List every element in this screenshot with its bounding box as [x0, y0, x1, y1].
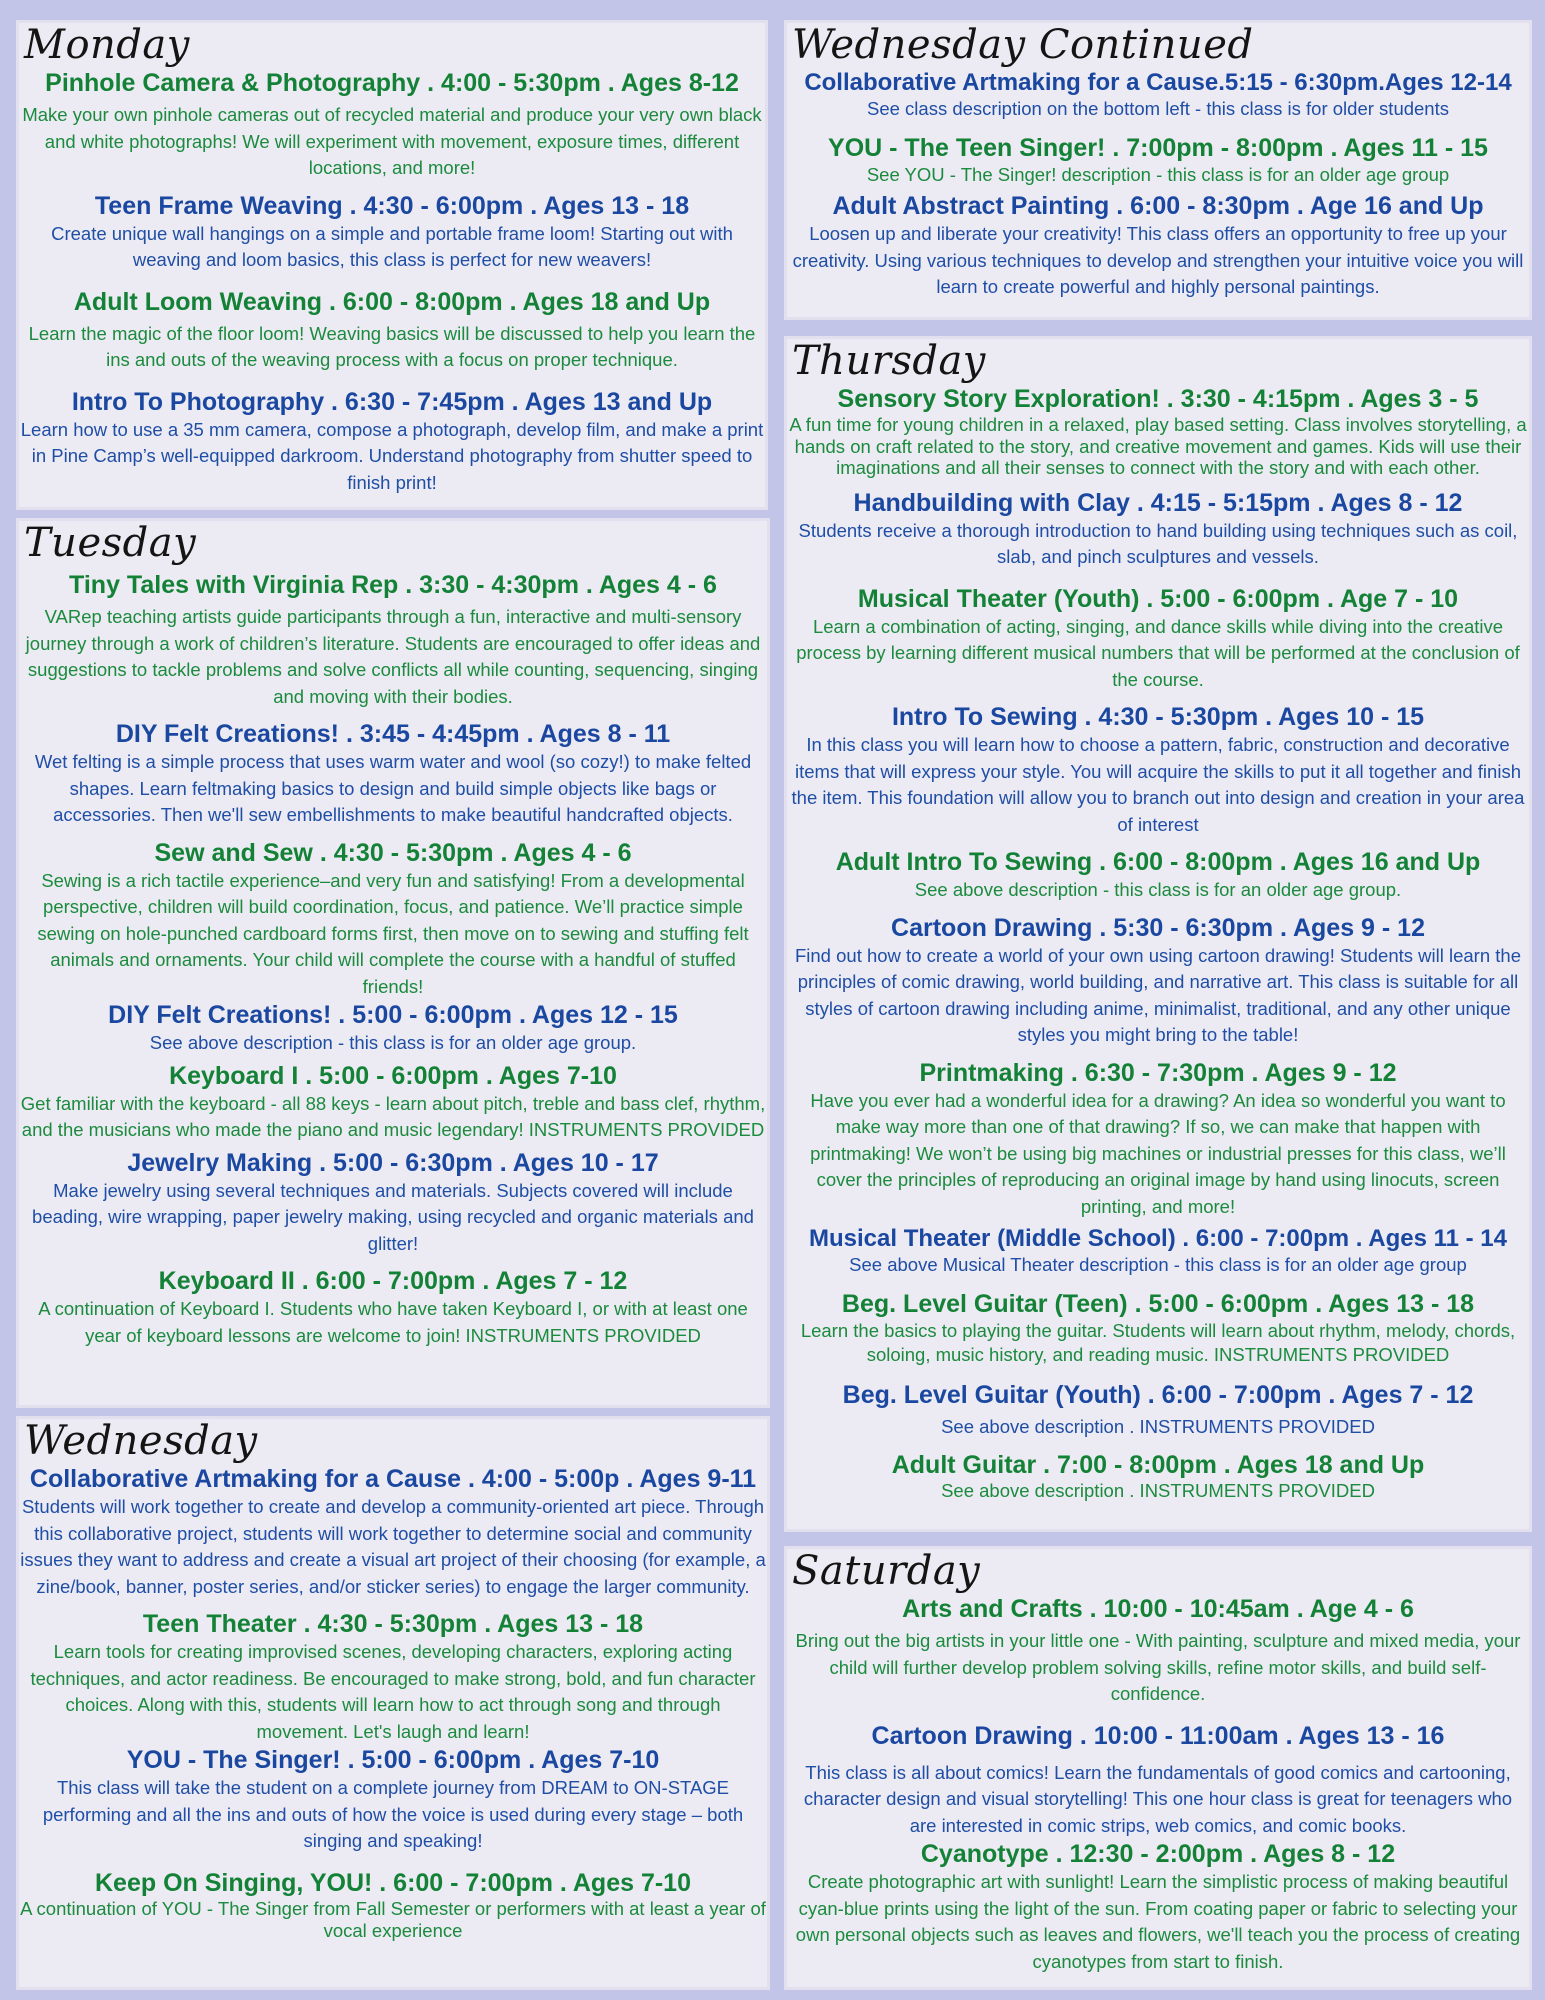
- class-title: Jewelry Making . 5:00 - 6:30pm . Ages 10 - 17: [127, 1148, 659, 1177]
- class-description: Loosen up and liberate your creativity! This class offers an opportunity to free up your creativity. Using various techniques to develop and strengthen your intuitive voice you will learn to create powerful and highly personal paintings.: [792, 223, 1524, 297]
- day-heading: Thursday: [792, 338, 986, 384]
- class-title: YOU - The Singer! . 5:00 - 6:00pm . Ages 7-10: [126, 1746, 660, 1774]
- class-description: Have you ever had a wonderful idea for a drawing? An idea so wonderful you want to make way more than one of that drawing? If so, we can make that happen with printmaking! We won’t be using big machines or industrial presses for this class, we’ll cover the principles of reproducing an original image by hand using linocuts, screen printing, and more!: [810, 1089, 1506, 1217]
- class-item: [788, 68, 1528, 120]
- class-item: [20, 1000, 766, 1057]
- class-item: [20, 719, 766, 829]
- class-item: [20, 387, 764, 497]
- class-item: [20, 68, 764, 182]
- class-title: Tiny Tales with Virginia Rep . 3:30 - 4:30pm . Ages 4 - 6: [69, 571, 717, 599]
- class-title: Keep On Singing, YOU! . 6:00 - 7:00pm . Ages 7-10: [95, 1868, 691, 1897]
- day-heading: Wednesday: [24, 1418, 258, 1464]
- class-title: Teen Theater . 4:30 - 5:30pm . Ages 13 - 18: [142, 1610, 644, 1638]
- class-item: [788, 384, 1528, 479]
- class-description: Students receive a thorough introduction to hand building using techniques such as coil, slab, and pinch sculptures and vessels.: [798, 519, 1518, 567]
- class-description: Find out how to create a world of your own using cartoon drawing! Students will learn the principles of comic drawing, world building, and narrative art. This class is suitable for all styles of cartoon drawing including anime, minimalist, traditional, and any other unique styles you might bring to the table!: [794, 944, 1521, 1045]
- class-item: [20, 1464, 766, 1600]
- class-description: A fun time for young children in a relaxed, play based setting. Class involves storytelling, a hands on craft related to the story, and creative movement and games. Kids will use their imaginations and all their senses to connect with the story and with each other.: [789, 414, 1527, 478]
- class-title: Teen Frame Weaving . 4:30 - 6:00pm . Ages 13 - 18: [94, 191, 690, 220]
- class-description: This class is all about comics! Learn the fundamentals of good comics and cartooning, character design and visual storytelling! This one hour class is great for teenagers who are interested in comic strips, web comics, and comic books.: [803, 1761, 1513, 1836]
- class-item: [788, 702, 1528, 838]
- class-description: Wet felting is a simple process that uses warm water and wool (so cozy!) to make felted shapes. Learn feltmaking basics to design and build simple objects like bags or accessories. Then we'll sew embellishments to make beautiful handcrafted objects.: [34, 751, 752, 825]
- class-item: [20, 1061, 766, 1144]
- class-item: [788, 1450, 1528, 1502]
- class-item: [788, 1289, 1528, 1367]
- class-title: Beg. Level Guitar (Youth) . 6:00 - 7:00pm . Ages 7 - 12: [842, 1381, 1474, 1409]
- monday-panel: [16, 20, 768, 510]
- class-description: Learn a combination of acting, singing, and dance skills while diving into the creative process by learning different musical numbers that will be performed at the conclusion of the course.: [796, 615, 1520, 690]
- class-item: [788, 584, 1528, 694]
- class-title: Adult Guitar . 7:00 - 8:00pm . Ages 18 and Up: [891, 1450, 1425, 1479]
- class-title: Keyboard I . 5:00 - 6:00pm . Ages 7-10: [169, 1061, 617, 1090]
- class-item: [20, 1266, 766, 1349]
- day-heading: Saturday: [792, 1548, 981, 1594]
- class-description: Create photographic art with sunlight! Learn the simplistic process of making beautiful cyan-blue prints using the light of the sun. From coating paper or fabric to selecting your own personal objects such as leaves and flowers, we'll teach you the process of creating cyanotypes from start to finish.: [795, 1871, 1521, 1972]
- class-description: Get familiar with the keyboard - all 88 keys - learn about pitch, treble and bass clef, rhythm, and the musicians who made the piano and music legendary! INSTRUMENTS PROVIDED: [20, 1092, 766, 1140]
- class-item: [788, 133, 1528, 187]
- class-item: [20, 570, 766, 710]
- class-item: [788, 1721, 1528, 1840]
- class-item: [788, 1839, 1528, 1975]
- class-item: [20, 1745, 766, 1855]
- class-description: Learn the magic of the floor loom! Weaving basics will be discussed to help you learn the ins and outs of the weaving process with a focus on proper technique.: [28, 322, 756, 370]
- class-title: Adult Abstract Painting . 6:00 - 8:30pm . Age 16 and Up: [832, 192, 1484, 220]
- class-description: Learn the basics to playing the guitar. Students will learn about rhythm, melody, chords, soloing, music history, and reading music. INSTRUMENTS PROVIDED: [800, 1320, 1516, 1365]
- class-description: Students will work together to create and develop a community-oriented art piece. Through this collaborative project, students will work together to determine social and community issues they want to address and create a visual art project of their choosing (for example, a zine/book, banner, poster series, and/or sticker series) to engage the larger community.: [20, 1496, 766, 1597]
- thursday-panel: [784, 336, 1532, 1532]
- class-item: [788, 1594, 1528, 1708]
- class-item: [20, 1868, 766, 1942]
- class-title: Sew and Sew . 4:30 - 5:30pm . Ages 4 - 6: [154, 838, 632, 867]
- day-heading: Tuesday: [24, 520, 197, 566]
- class-item: [788, 913, 1528, 1049]
- class-item: [788, 1058, 1528, 1221]
- class-description: See above description . INSTRUMENTS PROVIDED: [941, 1416, 1375, 1437]
- class-title: Printmaking . 6:30 - 7:30pm . Ages 9 - 12: [919, 1058, 1397, 1087]
- class-title: Keyboard II . 6:00 - 7:00pm . Ages 7 - 12: [158, 1267, 628, 1295]
- class-item: [788, 1224, 1528, 1276]
- class-description: Sewing is a rich tactile experience–and very fun and satisfying! From a developmental perspective, children will build coordination, focus, and patience. We’ll practice simple sewing on hole-punched cardboard forms first, then move on to sewing and stuffing felt animals and ornaments. Your child will complete the course with a handful of stuffed friends!: [37, 869, 749, 997]
- class-description: In this class you will learn how to choose a pattern, fabric, construction and decorative items that will express your style. You will acquire the skills to put it all together and finish the item. This foundation will allow you to branch out into design and creation in your area of interest: [791, 734, 1525, 835]
- class-description: Create unique wall hangings on a simple and portable frame loom! Starting out with weaving and loom basics, this class is perfect for new weavers!: [51, 222, 733, 270]
- class-title: Adult Loom Weaving . 6:00 - 8:00pm . Ages 18 and Up: [73, 287, 711, 316]
- class-title: Cartoon Drawing . 10:00 - 11:00am . Ages 13 - 16: [871, 1721, 1445, 1750]
- class-description: See above description - this class is for an older age group.: [914, 879, 1402, 900]
- class-item: [788, 847, 1528, 904]
- day-heading: Wednesday Continued: [792, 22, 1254, 68]
- class-description: Make your own pinhole cameras out of recycled material and produce your very own black and white photographs! We will experiment with movement, exposure times, different locations, and more!: [22, 104, 762, 178]
- day-heading: Monday: [24, 22, 190, 68]
- class-title: Intro To Photography . 6:30 - 7:45pm . Ages 13 and Up: [71, 387, 713, 416]
- saturday-panel: [784, 1546, 1532, 1990]
- class-item: [788, 488, 1528, 571]
- class-description: Bring out the big artists in your little one - With painting, sculpture and mixed media, your child will further develop problem solving skills, refine motor skills, and build self-confidence.: [795, 1630, 1521, 1704]
- class-description: Learn tools for creating improvised scenes, developing characters, exploring acting techniques, and actor readiness. Be encouraged to make strong, bold, and fun character choices. Along with this, students will learn how to act through song and through movement. Let's laugh and learn!: [30, 1641, 756, 1742]
- class-title: Handbuilding with Clay . 4:15 - 5:15pm . Ages 8 - 12: [853, 488, 1463, 517]
- class-description: Make jewelry using several techniques and materials. Subjects covered will include beading, wire wrapping, paper jewelry making, using recycled and organic materials and glitter!: [32, 1179, 754, 1254]
- class-description: This class will take the student on a complete journey from DREAM to ON-STAGE performing and all the ins and outs of how the voice is used during every stage – both singing and speaking!: [42, 1777, 744, 1851]
- class-description: See class description on the bottom left - this class is for older students: [866, 98, 1449, 119]
- class-title: Musical Theater (Youth) . 5:00 - 6:00pm . Age 7 - 10: [857, 584, 1459, 613]
- class-title: Sensory Story Exploration! . 3:30 - 4:15pm . Ages 3 - 5: [837, 385, 1479, 413]
- class-item: [20, 1609, 766, 1745]
- wednesday-panel: [16, 1416, 770, 1990]
- class-title: DIY Felt Creations! . 3:45 - 4:45pm . Ages 8 - 11: [115, 720, 671, 748]
- class-title: Intro To Sewing . 4:30 - 5:30pm . Ages 10 - 15: [891, 703, 1425, 731]
- class-title: DIY Felt Creations! . 5:00 - 6:00pm . Ages 12 - 15: [108, 1001, 678, 1029]
- class-title: Beg. Level Guitar (Teen) . 5:00 - 6:00pm . Ages 13 - 18: [841, 1290, 1475, 1318]
- class-title: Cartoon Drawing . 5:30 - 6:30pm . Ages 9 - 12: [891, 913, 1425, 942]
- class-item: [20, 838, 766, 1001]
- class-title: YOU - The Teen Singer! . 7:00pm - 8:00pm . Ages 11 - 15: [828, 134, 1488, 162]
- class-item: [20, 191, 764, 274]
- class-description: A continuation of Keyboard I. Students who have taken Keyboard I, or with at least one year of keyboard lessons are welcome to join! INSTRUMENTS PROVIDED: [38, 1298, 748, 1346]
- class-description: See above description . INSTRUMENTS PROVIDED: [941, 1479, 1375, 1501]
- class-item: [788, 191, 1528, 301]
- tuesday-panel: [16, 518, 770, 1408]
- class-title: Arts and Crafts . 10:00 - 10:45am . Age 4 - 6: [902, 1595, 1414, 1623]
- wednesday-continued-panel: [784, 20, 1532, 320]
- class-title: Collaborative Artmaking for a Cause.5:15 - 6:30pm.Ages 12-14: [804, 69, 1512, 96]
- class-description: VARep teaching artists guide participants through a fun, interactive and multi-sensory journey through a work of children’s literature. Students are encouraged to offer ideas and suggestions to tackle problems and solve conflicts all while counting, sequencing, singing and moving with their bodies.: [25, 606, 761, 707]
- class-description: See above description - this class is for an older age group.: [149, 1032, 637, 1053]
- class-title: Adult Intro To Sewing . 6:00 - 8:00pm . Ages 16 and Up: [835, 848, 1481, 876]
- class-title: Collaborative Artmaking for a Cause . 4:00 - 5:00p . Ages 9-11: [29, 1465, 757, 1493]
- class-item: [20, 287, 764, 374]
- class-item: [788, 1380, 1528, 1441]
- class-description: A continuation of YOU - The Singer from Fall Semester or performers with at least a year of vocal experience: [20, 1897, 766, 1941]
- class-description: Learn how to use a 35 mm camera, compose a photograph, develop film, and make a print in Pine Camp’s well-equipped darkroom. Understand photography from shutter speed to finish print!: [20, 418, 764, 493]
- class-title: Musical Theater (Middle School) . 6:00 - 7:00pm . Ages 11 - 14: [809, 1225, 1507, 1252]
- class-title: Cyanotype . 12:30 - 2:00pm . Ages 8 - 12: [920, 1840, 1396, 1868]
- class-description: See above Musical Theater description - this class is for an older age group: [849, 1254, 1467, 1275]
- class-item: [20, 1148, 766, 1258]
- class-title: Pinhole Camera & Photography . 4:00 - 5:30pm . Ages 8-12: [45, 69, 739, 97]
- class-description: See YOU - The Singer! description - this class is for an older age group: [866, 164, 1450, 185]
